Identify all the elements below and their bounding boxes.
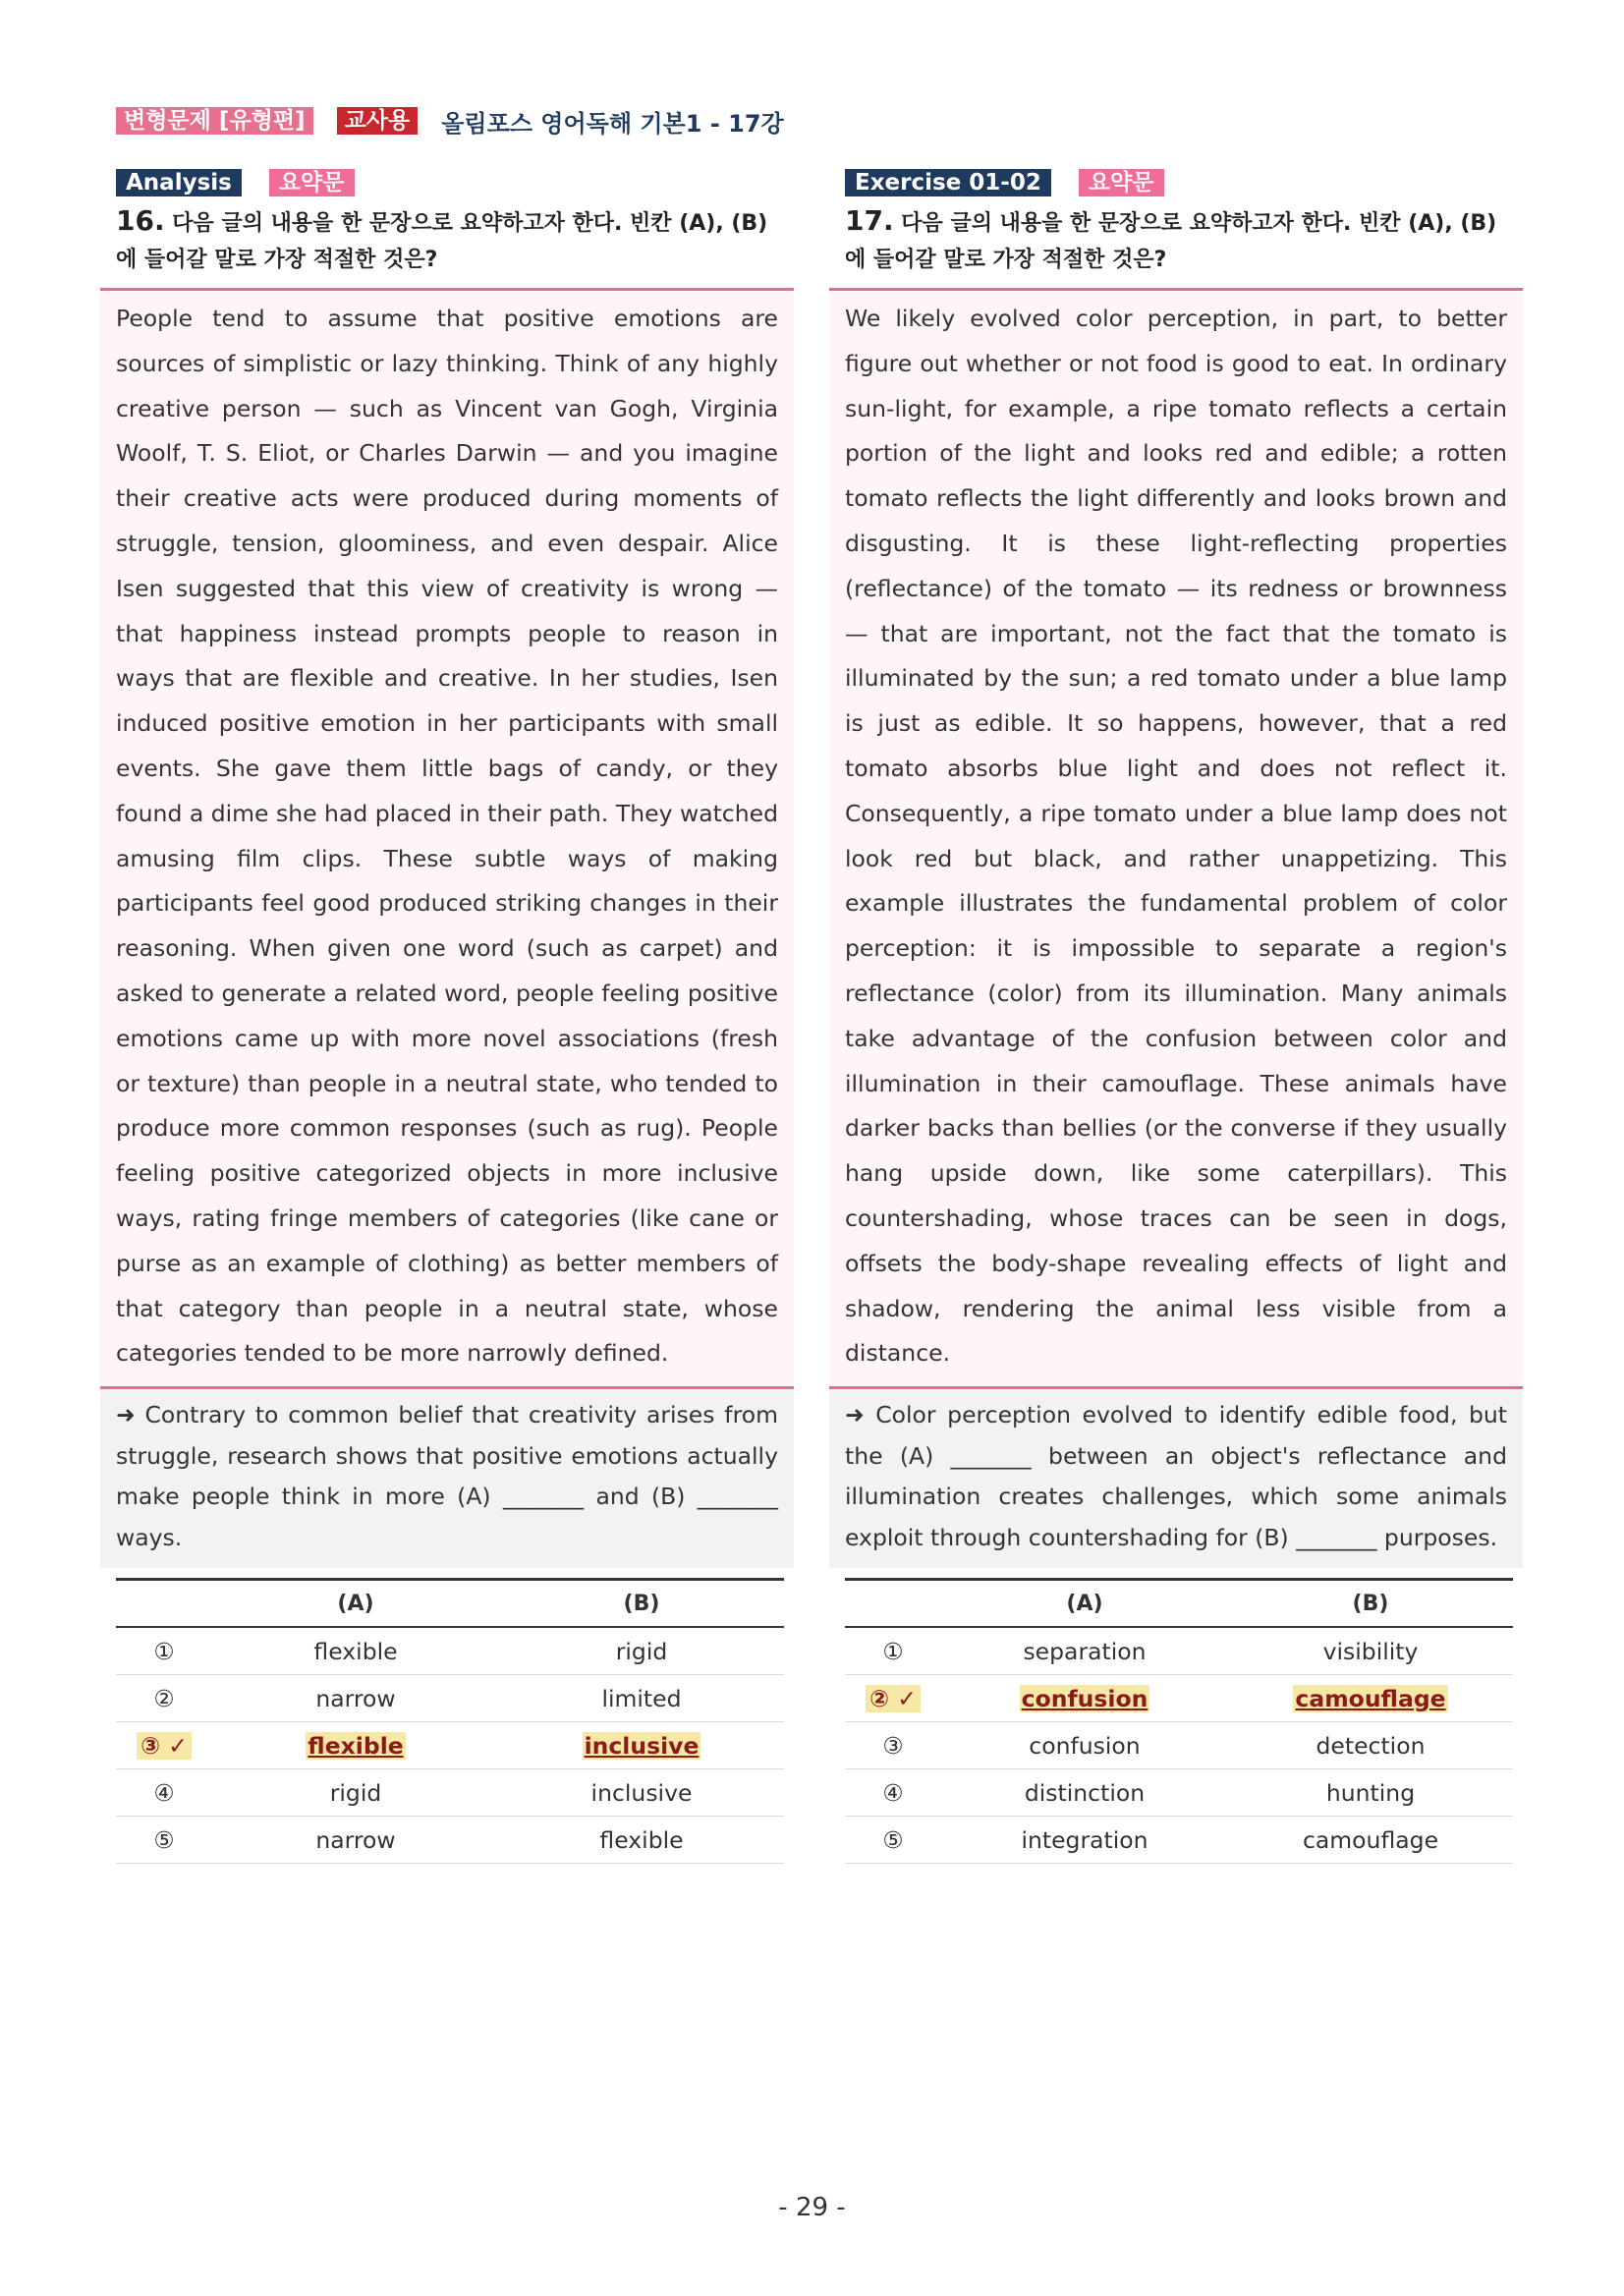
choice-number: ② bbox=[116, 1675, 212, 1722]
choice-b: camouflage bbox=[1295, 1684, 1446, 1712]
summary-type-label: 요약문 bbox=[1079, 169, 1164, 196]
header-a: (A) bbox=[212, 1580, 499, 1628]
variant-type-tag: 변형문제 [유형편] bbox=[116, 107, 313, 135]
question-16-column bbox=[100, 169, 794, 1864]
answer-choices-table bbox=[116, 1578, 784, 1864]
teacher-tag: 교사용 bbox=[337, 107, 419, 135]
correct-choice-row[interactable] bbox=[116, 1722, 784, 1769]
choice-b: rigid bbox=[499, 1627, 784, 1675]
question-17-column bbox=[829, 169, 1523, 1864]
correct-choice-row[interactable] bbox=[845, 1675, 1513, 1722]
question-16-labels bbox=[116, 169, 794, 196]
passage-text: We likely evolved color perception, in part, to better figure out whether or not food is good to eat. In ordinary sun-light, for example, a ripe tomato reflects a certain portion of the light and looks red and edible; a rotten tomato reflects the light differently and looks brown and disgusting. It is these light-reflecting properties (reflectance) of the tomato — its redness or brownness — that are important, not the fact that the tomato is illuminated by the sun; a red tomato under a blue lamp is just as edible. It so happens, however, that a red tomato absorbs blue light and does not reflect it. Consequently, a ripe tomato under a blue lamp does not look red but black, and rather unappetizing. This example illustrates the fundamental problem of color perception: it is impossible to separate a region's reflectance (color) from its illumination. Many animals take advantage of the confusion between color and illumination in their camouflage. These animals have darker backs than bellies (or the converse if they usually hang upside down, like some caterpillars). This countershading, whose traces can be seen in dogs, offsets the body-shape revealing effects of light and shadow, rendering the animal less visible from a distance. bbox=[845, 305, 1507, 1368]
choice-b: flexible bbox=[499, 1817, 784, 1864]
summary-sentence: ➜ Contrary to common belief that creativity arises from struggle, research shows that positive emotions actually make people think in more (A) _______ and (B) _______ ways. bbox=[116, 1401, 778, 1551]
header-a: (A) bbox=[941, 1580, 1228, 1628]
choice-a: integration bbox=[941, 1817, 1228, 1864]
choice-number: ③ bbox=[845, 1722, 941, 1769]
question-text: 다음 글의 내용을 한 문장으로 요약하고자 한다. 빈칸 (A), (B)에 들어갈 말로 가장 적절한 것은? bbox=[845, 211, 1497, 272]
choice-row[interactable] bbox=[845, 1722, 1513, 1769]
choice-b: camouflage bbox=[1228, 1817, 1513, 1864]
passage-box bbox=[829, 288, 1523, 1389]
analysis-label: Analysis bbox=[116, 169, 242, 196]
choice-a: confusion bbox=[941, 1722, 1228, 1769]
choice-b: inclusive bbox=[584, 1731, 700, 1760]
choice-row[interactable] bbox=[845, 1627, 1513, 1675]
question-number: 17. bbox=[845, 204, 894, 237]
table-header-row bbox=[116, 1580, 784, 1628]
passage-text: People tend to assume that positive emotions are sources of simplistic or lazy thinking. Think of any highly creative person — such as Vincent van Gogh, Virginia Woolf, T. S. Eliot, or Charles Darwin — and you imagine their creative acts were produced during moments of struggle, tension, gloominess, and even despair. Alice Isen suggested that this view of creativity is wrong — that happiness instead prompts people to reason in ways that are flexible and creative. In her studies, Isen induced positive emotion in her participants with small events. She gave them little bags of candy, or they found a dime she had placed in their path. They watched amusing film clips. These subtle ways of making participants feel good produced striking changes in their reasoning. When given one word (such as carpet) and asked to generate a related word, people feeling positive emotions came up with more novel associations (fresh or texture) than people in a neutral state, who tended to produce more common responses (such as rug). People feeling positive categorized objects in more inclusive ways, rating fringe members of categories (like cane or purse as an example of clothing) as better members of that category than people in a neutral state, whose categories tended to be more narrowly defined. bbox=[116, 305, 778, 1368]
page-header bbox=[116, 104, 784, 138]
passage-box bbox=[100, 288, 794, 1389]
choice-number: ④ bbox=[845, 1769, 941, 1817]
summary-sentence: ➜ Color perception evolved to identify edible food, but the (A) _______ between an object's reflectance and illumination creates challenges, which some animals exploit through countershading for (B) _______ purposes. bbox=[845, 1401, 1507, 1551]
choice-number: ① bbox=[116, 1627, 212, 1675]
choice-row[interactable] bbox=[845, 1817, 1513, 1864]
answer-choices-table bbox=[845, 1578, 1513, 1864]
header-number bbox=[116, 1580, 212, 1628]
header-number bbox=[845, 1580, 941, 1628]
choice-a: flexible bbox=[308, 1731, 404, 1760]
choice-row[interactable] bbox=[116, 1675, 784, 1722]
choice-number: ① bbox=[845, 1627, 941, 1675]
choice-b: detection bbox=[1228, 1722, 1513, 1769]
summary-type-label: 요약문 bbox=[269, 169, 355, 196]
choice-number: ④ bbox=[116, 1769, 212, 1817]
header-b: (B) bbox=[1228, 1580, 1513, 1628]
choice-row[interactable] bbox=[116, 1627, 784, 1675]
choice-b: visibility bbox=[1228, 1627, 1513, 1675]
choice-a: narrow bbox=[212, 1817, 499, 1864]
question-number: 16. bbox=[116, 204, 165, 237]
choice-row[interactable] bbox=[116, 1769, 784, 1817]
choice-a: confusion bbox=[1021, 1684, 1148, 1712]
question-17-labels bbox=[845, 169, 1523, 196]
choice-number: ② ✓ bbox=[866, 1685, 921, 1712]
choice-number: ③ ✓ bbox=[137, 1732, 192, 1760]
summary-box bbox=[100, 1389, 794, 1568]
choice-row[interactable] bbox=[845, 1769, 1513, 1817]
document-title: 올림포스 영어독해 기본1 - 17강 bbox=[441, 109, 784, 138]
choice-number: ⑤ bbox=[845, 1817, 941, 1864]
choice-a: narrow bbox=[212, 1675, 499, 1722]
choice-a: rigid bbox=[212, 1769, 499, 1817]
choice-a: flexible bbox=[212, 1627, 499, 1675]
page-number: - 29 - bbox=[778, 2193, 846, 2222]
choice-a: separation bbox=[941, 1627, 1228, 1675]
choice-row[interactable] bbox=[116, 1817, 784, 1864]
choice-b: limited bbox=[499, 1675, 784, 1722]
choice-number: ⑤ bbox=[116, 1817, 212, 1864]
question-17-title bbox=[845, 202, 1513, 278]
choice-b: inclusive bbox=[499, 1769, 784, 1817]
header-b: (B) bbox=[499, 1580, 784, 1628]
table-header-row bbox=[845, 1580, 1513, 1628]
choice-a: distinction bbox=[941, 1769, 1228, 1817]
choice-b: hunting bbox=[1228, 1769, 1513, 1817]
question-16-title bbox=[116, 202, 784, 278]
question-text: 다음 글의 내용을 한 문장으로 요약하고자 한다. 빈칸 (A), (B)에 들어갈 말로 가장 적절한 것은? bbox=[116, 211, 768, 272]
summary-box bbox=[829, 1389, 1523, 1568]
exercise-label: Exercise 01-02 bbox=[845, 169, 1051, 196]
